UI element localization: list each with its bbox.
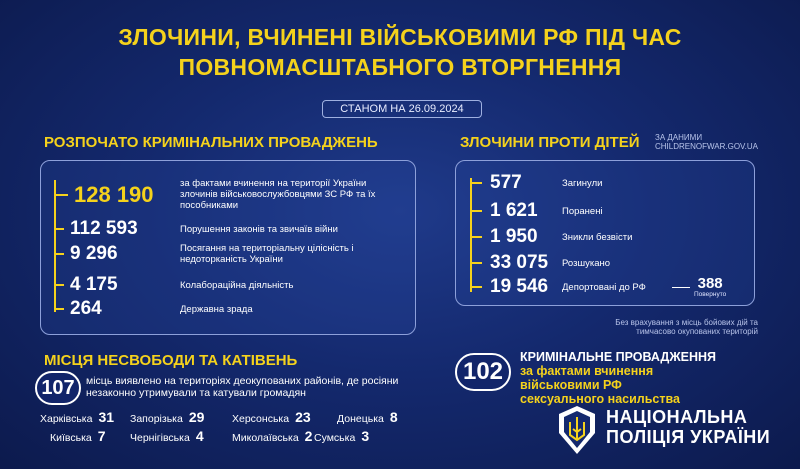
region-value: 8 (389, 409, 398, 425)
criminal-item-label: Посягання на територіальну цілісність і недоторканість України (180, 243, 354, 265)
police-shield-trident-icon (555, 405, 599, 455)
sexual-line-1: КРИМІНАЛЬНЕ ПРОВАДЖЕННЯ (520, 350, 716, 364)
criminal-item-label: Державна зрада (180, 303, 253, 315)
criminal-item-row (54, 218, 414, 240)
criminal-item-row (54, 274, 414, 296)
children-item-label: Розшукано (562, 257, 611, 269)
criminal-item-value: 112 593 (70, 218, 138, 239)
children-item-row (470, 276, 750, 298)
region-name: Миколаївська (232, 432, 299, 444)
row-tick (54, 228, 64, 230)
criminal-item-value: 264 (70, 298, 102, 319)
children-note: Без врахування з місць бойових дій та тимчасово окупованих територій (615, 318, 758, 336)
page-title (0, 22, 800, 82)
returned-connector (672, 287, 690, 288)
children-item-value: 33 075 (490, 252, 549, 273)
children-source: ЗА ДАНИМИ CHILDRENOFWAR.GOV.UA (655, 133, 758, 151)
region-name: Сумська (314, 432, 356, 444)
children-item-row (470, 226, 750, 248)
region-item (130, 428, 204, 444)
children-item-value: 577 (490, 172, 522, 193)
region-item (337, 409, 398, 425)
children-item-row (470, 252, 750, 274)
children-item-label: Поранені (562, 205, 603, 217)
police-line-2: ПОЛІЦІЯ УКРАЇНИ (606, 427, 771, 447)
detention-desc: місць виявлено на територіях деокупованих районів, де росіяни незаконно утримували та катували громадян (86, 375, 399, 399)
sexual-count-badge (455, 353, 511, 391)
returned-label: Повернуто (694, 291, 727, 298)
row-tick (54, 194, 68, 196)
children-heading: ЗЛОЧИНИ ПРОТИ ДІТЕЙ (460, 134, 640, 151)
region-value: 23 (295, 409, 311, 425)
detention-heading: МІСЦЯ НЕСВОБОДИ ТА КАТІВЕНЬ (44, 352, 298, 369)
title-line-1: ЗЛОЧИНИ, ВЧИНЕНІ ВІЙСЬКОВИМИ РФ ПІД ЧАС (118, 24, 682, 50)
children-item-label: Депортовані до РФ (562, 281, 646, 293)
region-name: Чернігівська (130, 432, 190, 444)
region-item (314, 428, 369, 444)
criminal-total-value: 128 190 (74, 181, 154, 207)
region-value: 2 (304, 428, 313, 444)
region-name: Донецька (337, 413, 384, 425)
region-item (232, 409, 311, 425)
children-item-value: 1 621 (490, 200, 538, 221)
children-item-label: Загинули (562, 177, 603, 189)
criminal-heading: РОЗПОЧАТО КРИМІНАЛЬНИХ ПРОВАДЖЕНЬ (44, 134, 378, 151)
criminal-item-row (54, 243, 414, 265)
region-item (50, 428, 106, 444)
region-item (130, 409, 204, 425)
police-logo-text (606, 407, 770, 447)
region-item (232, 428, 312, 444)
criminal-item-value: 9 296 (70, 243, 118, 264)
title-line-2: ПОВНОМАСШТАБНОГО ВТОРГНЕННЯ (178, 54, 622, 80)
criminal-item-label: Колабораційна діяльність (180, 279, 294, 291)
detention-count-badge (35, 371, 81, 405)
sexual-count: 102 (462, 358, 504, 385)
children-item-value: 1 950 (490, 226, 538, 247)
children-item-value: 19 546 (490, 276, 549, 297)
criminal-item-row (54, 298, 414, 320)
criminal-total-desc: за фактами вчинення на території України злочинів військовослужбовцями ЗС РФ та їх пособниками (180, 178, 376, 211)
police-line-1: НАЦІОНАЛЬНА (606, 407, 748, 427)
row-tick (470, 210, 482, 212)
detention-count: 107 (41, 376, 75, 399)
sexual-line-3: військовими РФ (520, 378, 622, 392)
sexual-line-2: за фактами вчинення (520, 364, 654, 378)
criminal-total-row (54, 178, 414, 211)
region-value: 4 (195, 428, 204, 444)
row-tick (470, 262, 482, 264)
row-tick (470, 236, 482, 238)
region-name: Запорізька (130, 413, 183, 425)
children-item-row (470, 200, 750, 222)
as-of-date: СТАНОМ НА 26.09.2024 (322, 100, 482, 118)
region-value: 31 (98, 409, 115, 425)
returned-block (694, 276, 726, 298)
row-tick (470, 182, 482, 184)
region-name: Харківська (40, 413, 93, 425)
returned-value: 388 (697, 275, 723, 292)
row-tick (54, 253, 64, 255)
sexual-line-4: сексуального насильства (520, 392, 680, 406)
criminal-item-value: 4 175 (70, 274, 118, 295)
criminal-item-label: Порушення законів та звичаїв війни (180, 223, 338, 235)
region-name: Херсонська (232, 413, 290, 425)
region-item (40, 409, 114, 425)
region-name: Київська (50, 432, 92, 444)
row-tick (470, 286, 482, 288)
sexual-text (520, 350, 790, 406)
row-tick (54, 284, 64, 286)
children-item-label: Зникли безвісти (562, 231, 633, 243)
region-value: 29 (188, 409, 205, 425)
region-value: 3 (361, 428, 370, 444)
row-tick (54, 308, 64, 310)
region-value: 7 (97, 428, 106, 444)
children-item-row (470, 172, 750, 194)
